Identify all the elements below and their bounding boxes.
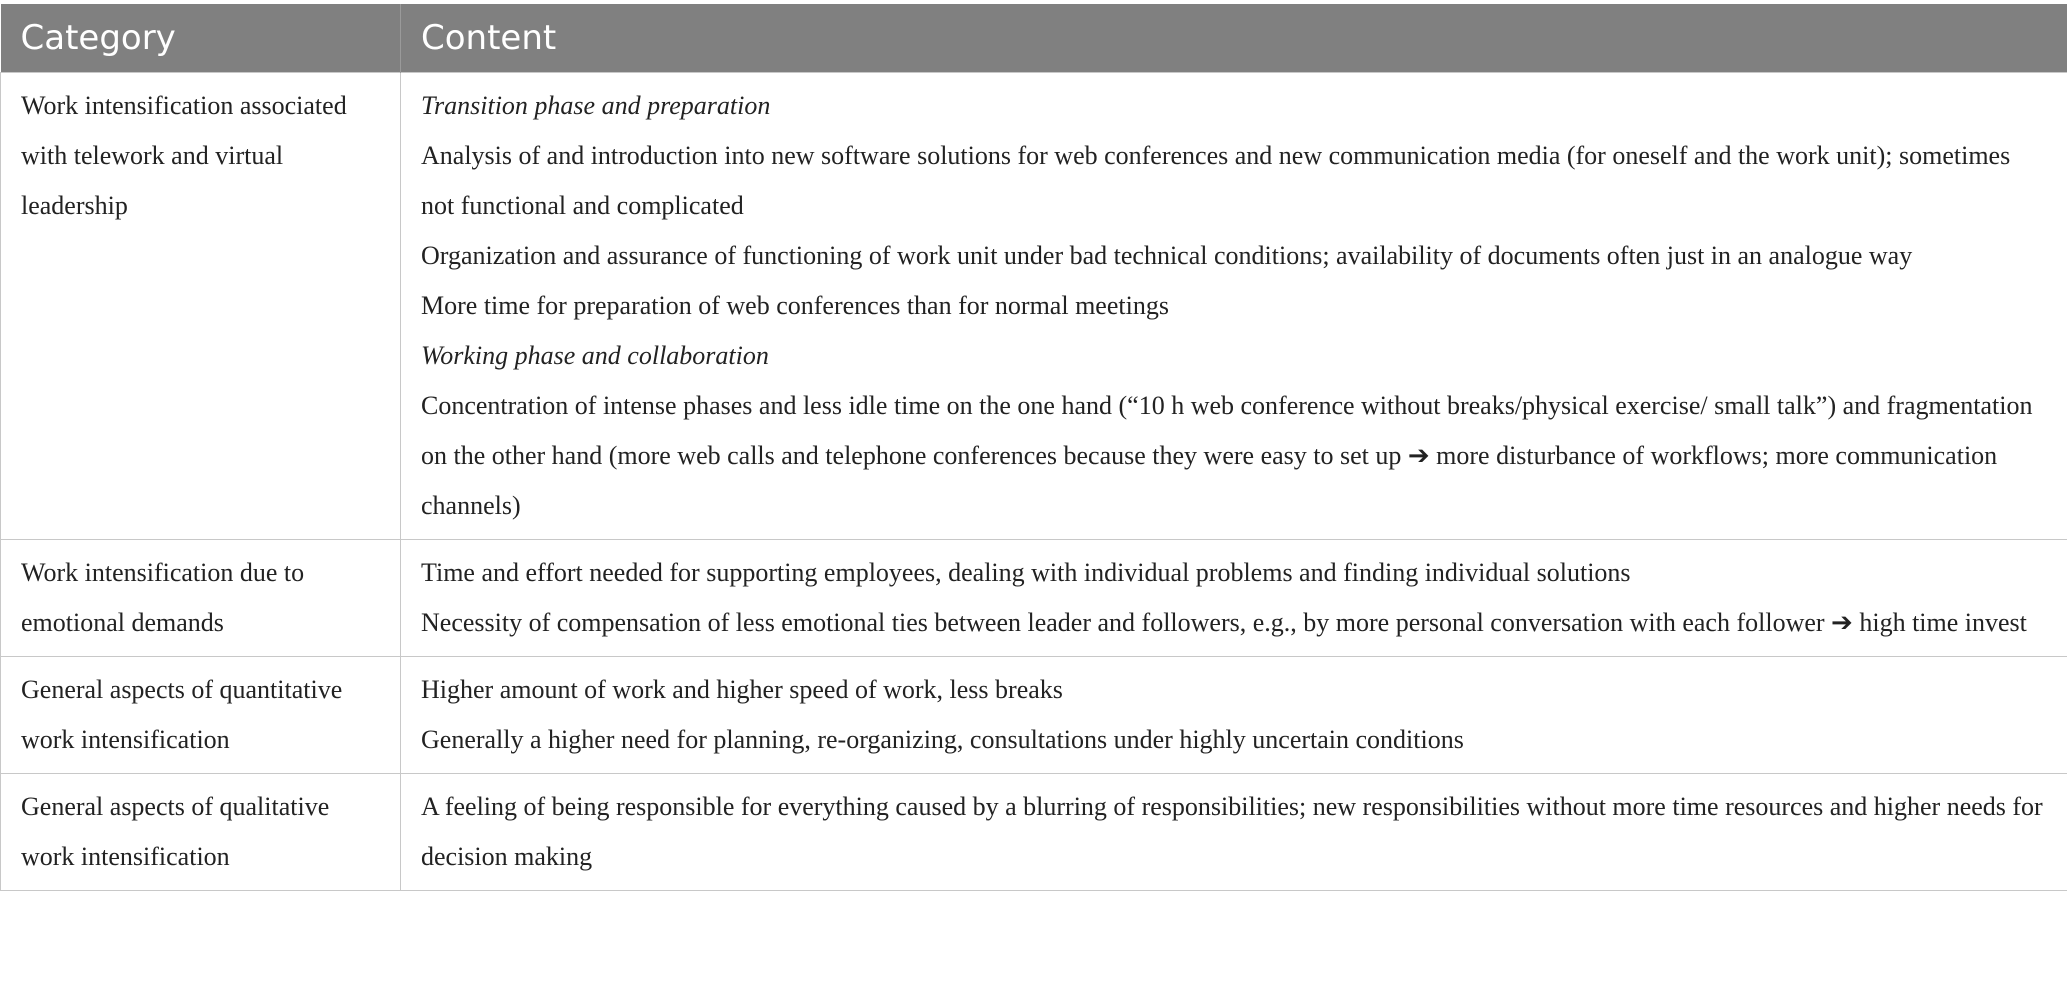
content-subheading: Working phase and collaboration [421,340,769,370]
header-category: Category [1,4,401,72]
table-row [1,72,2067,539]
content-line: Time and effort needed for supporting employees, dealing with individual problems and finding individual solutions [421,557,1631,587]
work-intensification-table [0,4,2067,891]
table-header-row [1,4,2067,72]
content-cell [401,72,2067,539]
content-line: A feeling of being responsible for everything caused by a blurring of responsibilities; new responsibilities without more time resources and higher needs for decision making [421,791,2043,871]
table-body [1,72,2067,890]
content-cell [401,773,2067,890]
category-cell: General aspects of quantitative work intensification [1,656,401,773]
content-line: Higher amount of work and higher speed of work, less breaks [421,674,1063,704]
table-row [1,656,2067,773]
content-line: Analysis of and introduction into new software solutions for web conferences and new communication media (for oneself and the work unit); sometimes not functional and complicated [421,140,2011,220]
content-cell [401,656,2067,773]
category-cell: Work intensification due to emotional demands [1,539,401,656]
content-line: Organization and assurance of functioning of work unit under bad technical conditions; availability of documents often just in an analogue way [421,240,1913,270]
content-line: More time for preparation of web conferences than for normal meetings [421,290,1169,320]
content-cell [401,539,2067,656]
content-line: Necessity of compensation of less emotional ties between leader and followers, e.g., by more personal conversation with each follower ➔ high time invest [421,607,2027,637]
header-content: Content [401,4,2067,72]
content-subheading: Transition phase and preparation [421,90,771,120]
content-line: Concentration of intense phases and less idle time on the one hand (“10 h web conference without breaks/physical exercise/ small talk”) and fragmentation on the other hand (more web calls and telephone conferences because they were easy to set up ➔ more disturbance of workflows; more communication channels) [421,390,2033,520]
work-intensification-table-wrapper [0,4,2067,891]
content-line: Generally a higher need for planning, re-organizing, consultations under highly uncertain conditions [421,724,1464,754]
category-cell: General aspects of qualitative work intensification [1,773,401,890]
category-cell: Work intensification associated with telework and virtual leadership [1,72,401,539]
table-row [1,773,2067,890]
table-row [1,539,2067,656]
